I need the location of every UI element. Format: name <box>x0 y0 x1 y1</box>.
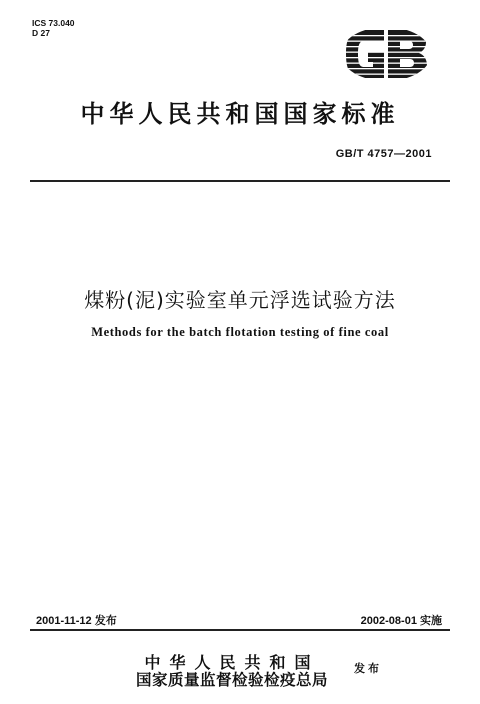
document-title-chinese: 煤粉(泥)实验室单元浮选试验方法 <box>84 288 396 312</box>
issued-label: 发布 <box>354 662 382 675</box>
top-divider <box>30 180 450 182</box>
classification-codes <box>32 18 75 38</box>
ics-code: ICS 73.040 <box>32 18 75 28</box>
ccs-code: D 27 <box>32 28 50 38</box>
standard-org-title: 中华人民共和国国家标准 <box>80 100 400 128</box>
issuer-country: 中华人民共和国 <box>144 653 320 672</box>
gb-logo-g-shape <box>346 30 384 78</box>
issuer-agency: 国家质量监督检验检疫总局 <box>135 671 328 689</box>
implementation-date: 2002-08-01 实施 <box>360 615 442 627</box>
standard-number: GB/T 4757—2001 <box>335 148 432 160</box>
gb-logo <box>340 26 432 82</box>
document-title-english: Methods for the batch flotation testing of fine coal <box>91 325 389 339</box>
gb-logo-b-shape <box>388 30 427 78</box>
issue-date: 2001-11-12 发布 <box>36 615 117 627</box>
bottom-divider <box>30 629 450 631</box>
